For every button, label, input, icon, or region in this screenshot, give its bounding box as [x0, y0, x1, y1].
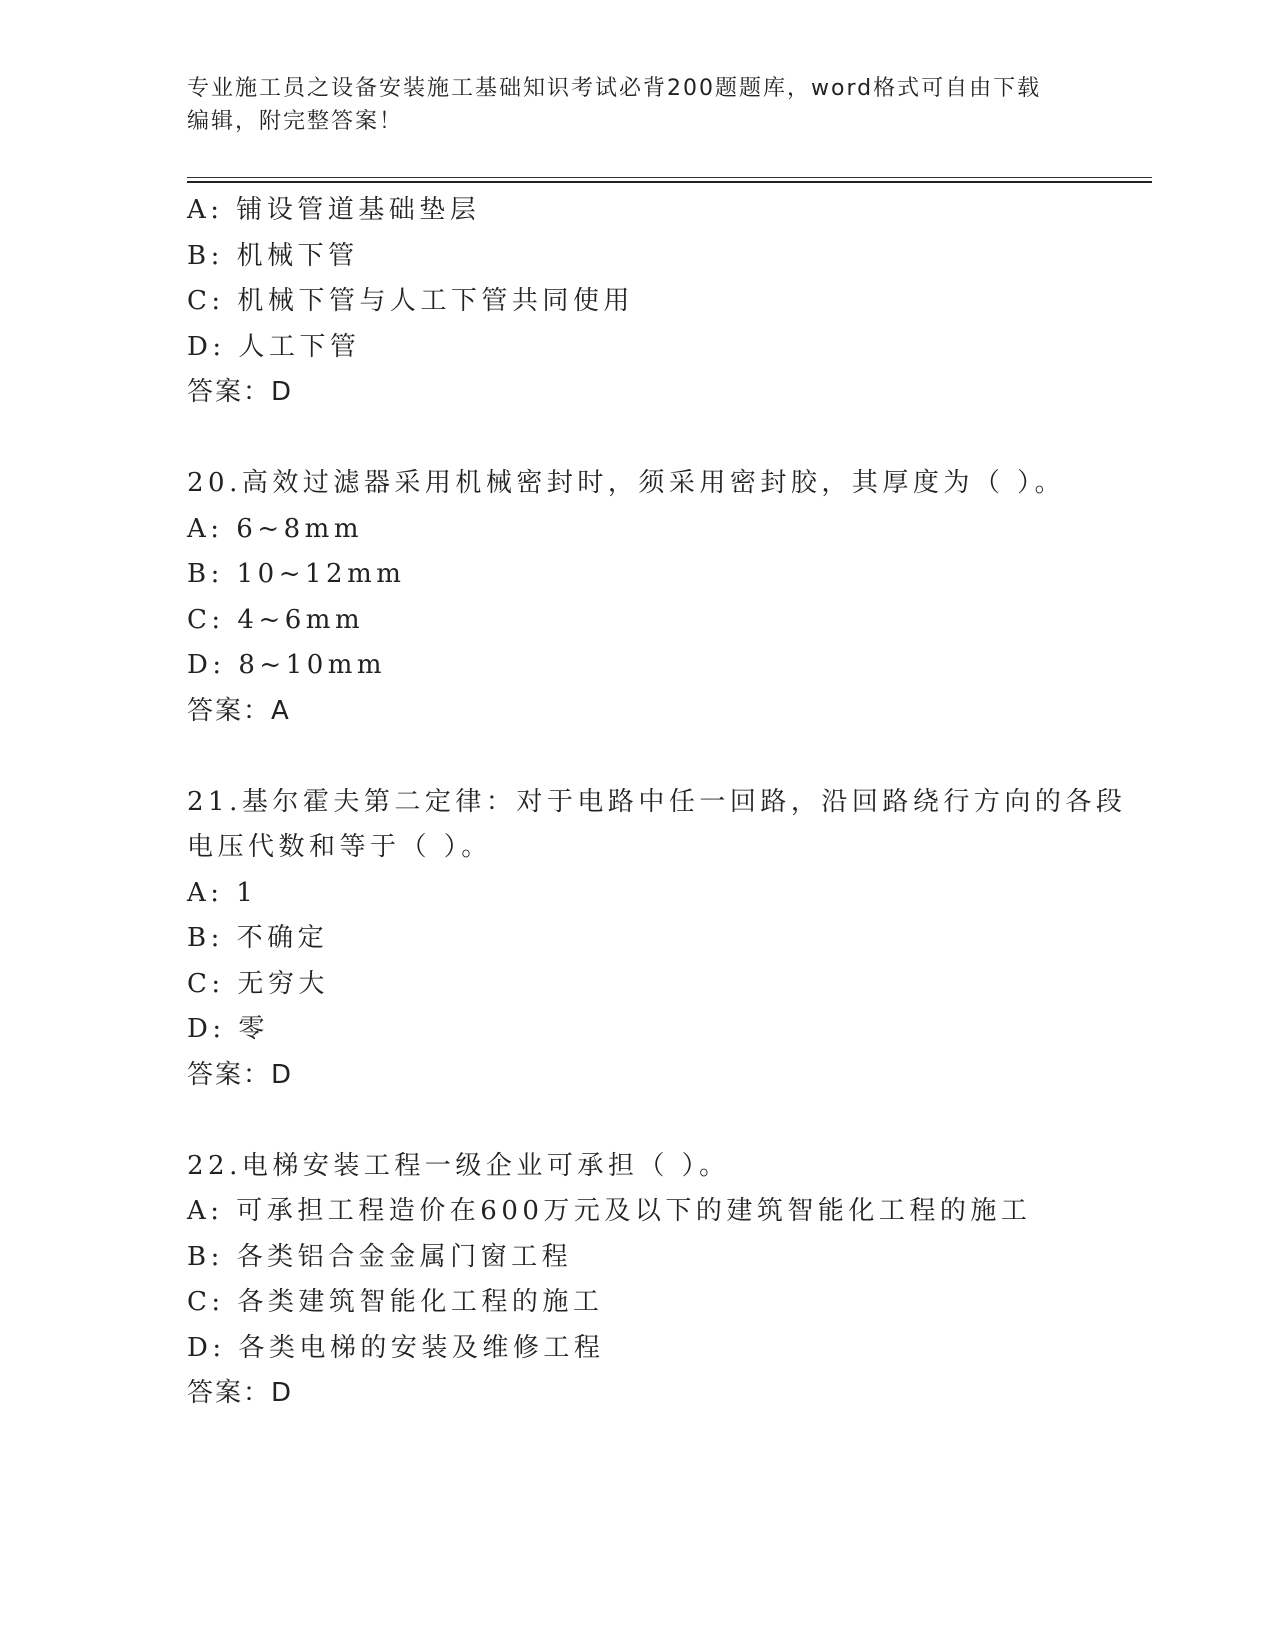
document-header — [187, 72, 1067, 138]
question-text: 20.高效过滤器采用机械密封时，须采用密封胶，其厚度为（ ）。 — [187, 468, 1066, 498]
question-21 — [187, 780, 1127, 1099]
answer-line: 答案：A — [187, 695, 291, 726]
header-title-line2: 编辑，附完整答案！ — [187, 109, 404, 134]
option-d: D: 人工下管 — [187, 331, 361, 362]
answer-line: 答案：D — [187, 1378, 294, 1408]
spacer — [187, 734, 1087, 780]
option-d: D: 8~10mm — [187, 650, 387, 680]
option-c: C: 无穷大 — [187, 968, 329, 999]
question-19-tail — [187, 188, 1087, 416]
option-a: A: 铺设管道基础垫层 — [187, 195, 481, 225]
option-b: B: 不确定 — [187, 923, 329, 953]
spacer — [187, 416, 1087, 462]
answer-line: 答案：D — [187, 377, 294, 407]
question-22 — [187, 1144, 1087, 1417]
option-c: C: 各类建筑智能化工程的施工 — [187, 1287, 604, 1317]
question-text-line2: 电压代数和等于（ ）。 — [187, 832, 492, 862]
spacer — [187, 1098, 1087, 1144]
option-b: B: 10~12mm — [187, 559, 406, 589]
option-a: A: 6~8mm — [187, 513, 363, 544]
option-c: C: 机械下管与人工下管共同使用 — [187, 286, 634, 316]
question-20 — [187, 461, 1087, 734]
option-d: D: 零 — [187, 1014, 269, 1044]
option-d: D: 各类电梯的安装及维修工程 — [187, 1332, 605, 1363]
question-text: 22.电梯安装工程一级企业可承担（ ）。 — [187, 1150, 730, 1181]
option-b: B: 机械下管 — [187, 240, 359, 271]
question-text-line1: 21.基尔霍夫第二定律：对于电路中任一回路，沿回路绕行方向的各段 — [187, 786, 1127, 817]
option-a: A: 1 — [187, 877, 258, 908]
header-title-line1: 专业施工员之设备安装施工基础知识考试必背200题题库，word格式可自由下载 — [187, 76, 1042, 101]
option-a: A: 可承担工程造价在600万元及以下的建筑智能化工程的施工 — [187, 1196, 1032, 1226]
header-divider-thin — [187, 177, 1152, 178]
answer-line: 答案：D — [187, 1059, 294, 1090]
header-divider-thick — [187, 181, 1152, 183]
question-list — [187, 188, 1127, 1417]
option-c: C: 4~6mm — [187, 604, 365, 635]
option-b: B: 各类铝合金金属门窗工程 — [187, 1241, 573, 1272]
